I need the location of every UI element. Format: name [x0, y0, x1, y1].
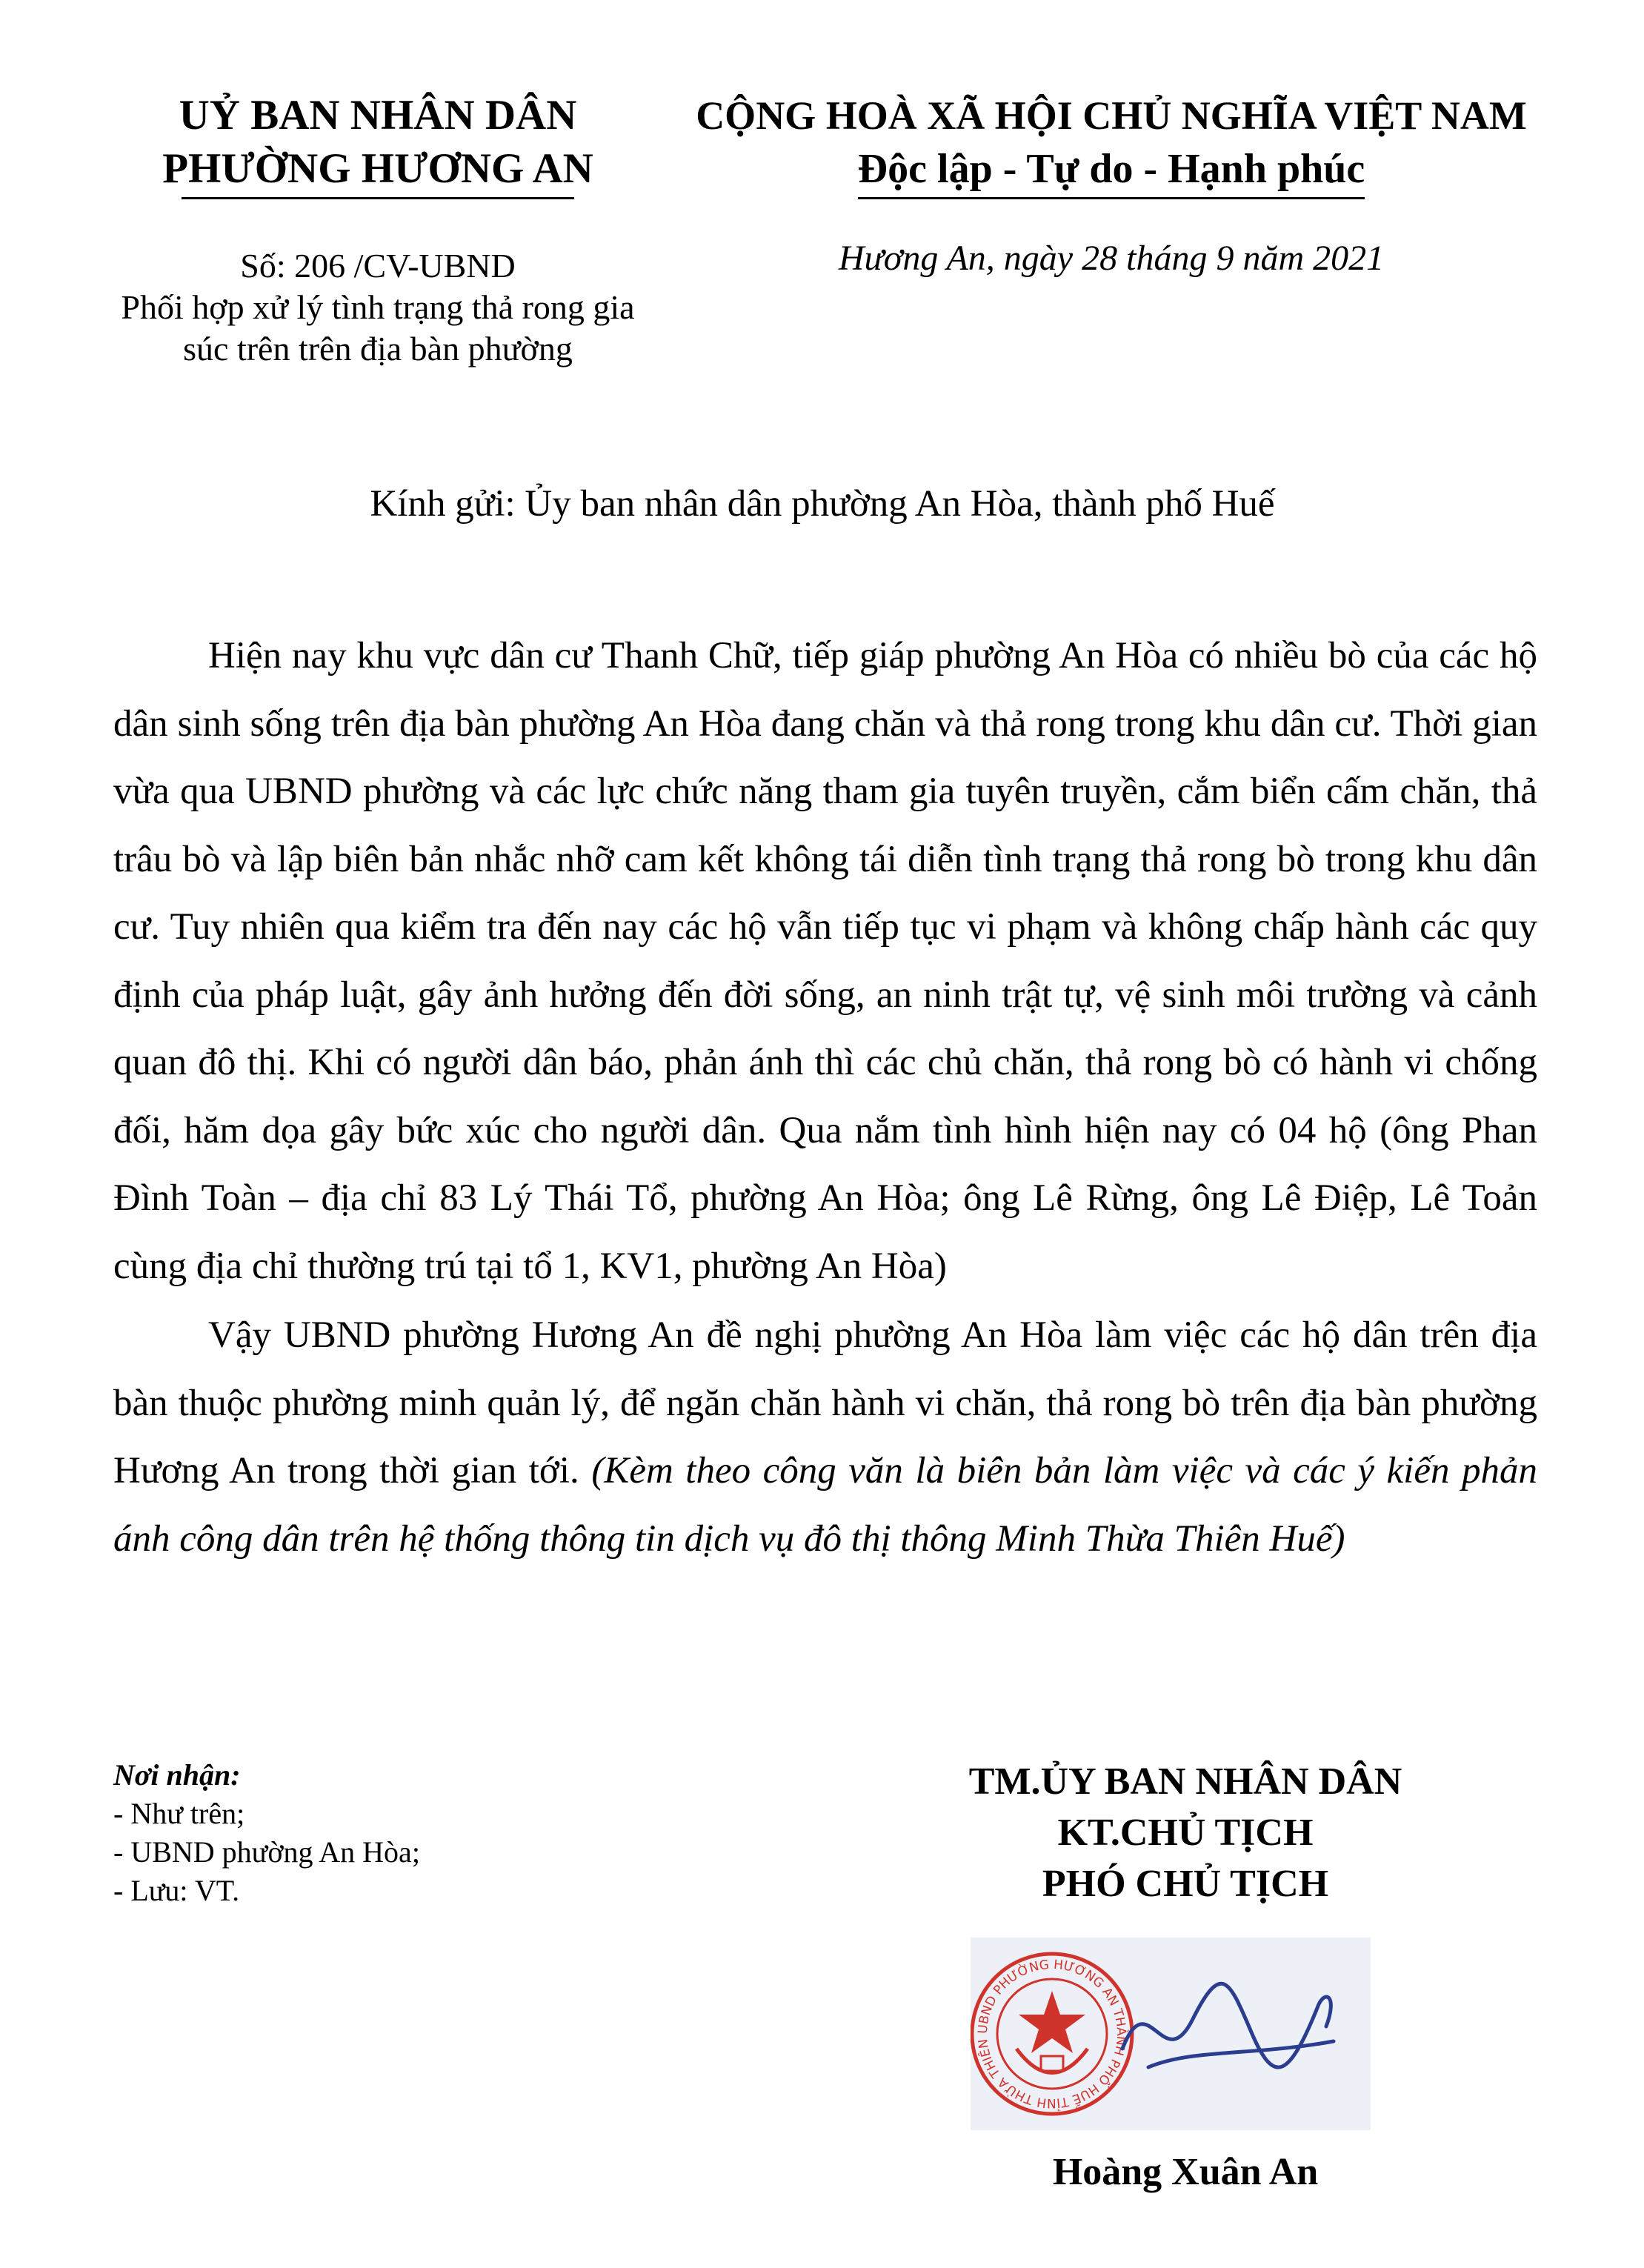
body-paragraph-2	[113, 1302, 1537, 1573]
seal-arc-text: UBND PHƯỜNG HƯƠNG AN THÀNH PHỐ HUẾ TỈNH THỪA THIÊN	[975, 1957, 1129, 2111]
attachment-note: (Kèm theo công văn là biên bản làm việc và các ý kiến phản ánh công dân trên hệ thống thông tin dịch vụ đô thị thông Minh Thừa Thiên Huế)	[113, 1450, 1537, 1560]
agency-name-line1: UỶ BAN NHÂN DÂN	[179, 92, 577, 139]
distribution-item: - Lưu: VT.	[113, 1874, 240, 1907]
addressee: Kính gửi: Ủy ban nhân dân phường An Hòa, thành phố Huế	[370, 483, 1275, 525]
body-paragraph-2-main: Vậy UBND phường Hương An đề nghị phường An Hòa làm việc các hộ dân trên địa bàn thuộc phường minh quản lý, để ngăn chăn hành vi chăn, thả rong bò trên địa bàn phường Hương An trong thời gian tới.	[113, 1314, 1537, 1492]
letter-body	[113, 622, 1537, 1573]
seal-gear-icon	[1041, 2056, 1063, 2071]
issuing-agency-block	[111, 89, 645, 370]
agency-underline	[182, 197, 574, 199]
signature-role-line2: KT.CHỦ TỊCH	[1057, 1812, 1314, 1854]
signature-role-line3: PHÓ CHỦ TỊCH	[1042, 1863, 1329, 1905]
distribution-item: - Như trên;	[113, 1797, 245, 1830]
national-title-block	[667, 89, 1556, 281]
seal-wreath-icon	[1016, 2049, 1088, 2073]
nation-name: CỘNG HOÀ XÃ HỘI CHỦ NGHĨA VIỆT NAM	[696, 93, 1527, 138]
distribution-title: Nơi nhận:	[113, 1758, 241, 1792]
seal-and-signature-image	[971, 1938, 1371, 2130]
document-number: Số: 206 /CV-UBND	[240, 247, 516, 285]
agency-name-line2: PHƯỜNG HƯƠNG AN	[162, 145, 593, 192]
signature-role-line1: TM.ỦY BAN NHÂN DÂN	[968, 1760, 1402, 1803]
seal-star-icon	[1019, 1991, 1085, 2053]
place-and-date: Hương An, ngày 28 tháng 9 năm 2021	[838, 239, 1385, 278]
handwritten-signature-icon	[1122, 1983, 1334, 2067]
signer-name: Hoàng Xuân An	[1052, 2151, 1319, 2193]
distribution-item: - UBND phường An Hòa;	[113, 1835, 420, 1869]
national-motto: Độc lập - Tự do - Hạnh phúc	[858, 142, 1365, 199]
distribution-list	[113, 1756, 632, 1910]
body-paragraph-1: Hiện nay khu vực dân cư Thanh Chữ, tiếp giáp phường An Hòa có nhiều bò của các hộ dân sinh sống trên địa bàn phường An Hòa đang chăn và thả rong trong khu dân cư. Thời gian vừa qua UBND phường và các lực chức năng tham gia tuyên truyền, cắm biển cấm chăn, thả trâu bò và lập biên bản nhắc nhỡ cam kết không tái diễn tình trạng thả rong bò trong khu dân cư. Tuy nhiên qua kiểm tra đến nay các hộ vẫn tiếp tục vi phạm và không chấp hành các quy định của pháp luật, gây ảnh hưởng đến đời sống, an ninh trật tự, vệ sinh môi trường và cảnh quan đô thị. Khi có người dân báo, phản ánh thì các chủ chăn, thả rong bò có hành vi chống đối, hăm dọa gây bức xúc cho người dân. Qua nắm tình hình hiện nay có 04 hộ (ông Phan Đình Toàn – địa chỉ 83 Lý Thái Tổ, phường An Hòa; ông Lê Rừng, ông Lê Điệp, Lê Toản cùng địa chỉ thường trú tại tổ 1, KV1, phường An Hòa)	[113, 635, 1537, 1287]
signature-block	[852, 1756, 1519, 1909]
document-subject: Phối hợp xử lý tình trạng thả rong gia súc trên trên địa bàn phường	[121, 288, 635, 368]
official-seal-icon	[971, 1938, 1371, 2130]
